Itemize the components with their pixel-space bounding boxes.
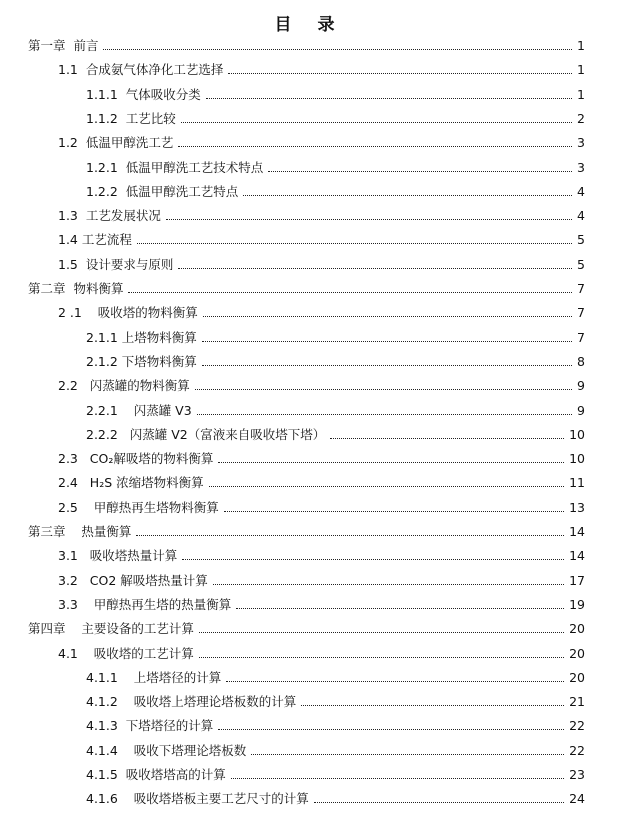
dot-leader [178,146,572,147]
toc-entry-label: 1.1.2 工艺比较 [86,110,176,126]
toc-entry-page: 14 [569,524,585,539]
toc-entry-page: 23 [569,767,585,782]
dot-leader [224,511,564,512]
dot-leader [213,584,564,585]
toc-entry[interactable] [86,326,585,346]
dot-leader [202,341,572,342]
toc-entry-label: 2.2 闪蒸罐的物料衡算 [58,378,190,394]
toc-entry[interactable] [86,156,585,176]
toc-entry-label: 2 .1 吸收塔的物料衡算 [58,305,198,321]
dot-leader [209,486,564,487]
toc-entry-label: 2.1.1 上塔物料衡算 [86,329,197,345]
toc-entry-page: 22 [569,718,585,734]
dot-leader [218,462,564,463]
toc-entry-label: 2.3 CO₂解吸塔的物料衡算 [58,451,214,467]
toc-entry-page: 7 [577,281,585,296]
toc-entry[interactable] [86,714,585,734]
toc-entry-label: 1.4 工艺流程 [58,232,132,248]
dot-leader [181,122,572,123]
toc-entry[interactable] [86,763,585,783]
toc-entry[interactable] [58,569,585,589]
toc-entry-label: 4.1.5 吸收塔塔高的计算 [86,767,226,782]
dot-leader [195,389,572,390]
toc-entry-label: 1.2.1 低温甲醇洗工艺技术特点 [86,159,264,175]
toc-entry-page: 4 [577,208,585,224]
toc-title: 目 录 [274,15,345,35]
toc-entry-page: 13 [569,499,585,515]
toc-entry-label: 3.1 吸收塔热量计算 [58,548,178,564]
dot-leader [218,729,564,730]
toc-entry[interactable] [86,399,585,419]
dot-leader [182,559,564,560]
toc-entry-label: 4.1.4 吸收下塔理论塔板数 [86,742,247,758]
toc-entry-label: 4.1.6 吸收塔塔板主要工艺尺寸的计算 [86,791,309,807]
toc-entry[interactable] [86,107,585,127]
toc-entry-page: 20 [569,621,585,637]
toc-entry-page: 24 [569,791,585,807]
toc-entry[interactable] [58,471,585,491]
toc-entry[interactable] [58,374,585,394]
toc-entry-page: 11 [569,475,585,491]
toc-entry-page: 19 [569,596,585,612]
toc-entry[interactable] [58,131,585,151]
toc-entry-label: 1.5 设计要求与原则 [58,256,174,272]
toc-entry-label: 2.2.2 闪蒸罐 V2（富液来自吸收塔下塔） [86,426,326,442]
toc-entry-label: 1.1.1 气体吸收分类 [86,86,201,102]
toc-entry-label: 3.2 CO2 解吸塔热量计算 [58,572,208,588]
toc-entry[interactable] [58,593,585,613]
toc-entry-page: 14 [569,548,585,564]
toc-entry-label: 第一章 前言 [28,38,99,53]
toc-entry-page: 1 [577,62,585,78]
toc-entry[interactable] [86,423,585,443]
toc-entry-label: 2.4 H₂S 浓缩塔物料衡算 [58,475,204,491]
toc-entry-label: 1.2.2 低温甲醇洗工艺特点 [86,183,239,199]
toc-entry[interactable] [86,350,585,370]
toc-entry-page: 7 [577,305,585,321]
toc-entry[interactable] [86,666,585,686]
toc-entry[interactable] [58,642,585,662]
toc-entry[interactable] [58,58,585,78]
dot-leader [301,705,564,706]
toc-entry[interactable] [86,739,585,759]
toc-entry[interactable] [28,520,585,540]
toc-entry[interactable] [28,277,585,297]
dot-leader [203,316,572,317]
toc-entry[interactable] [58,253,585,273]
toc-entry[interactable] [58,447,585,467]
dot-leader [228,73,572,74]
toc-entry-page: 20 [569,669,585,685]
toc-entry-label: 4.1.1 上塔塔径的计算 [86,669,222,685]
toc-entry[interactable] [58,204,585,224]
toc-entry[interactable] [28,617,585,637]
dot-leader [251,754,564,755]
toc-entry-page: 8 [577,353,585,369]
toc-entry-label: 4.1.3 下塔塔径的计算 [86,718,214,734]
dot-leader [236,608,564,609]
toc-entry[interactable] [86,690,585,710]
toc-entry-label: 第二章 物料衡算 [28,281,124,296]
toc-entry[interactable] [58,228,585,248]
toc-entry-label: 2.5 甲醇热再生塔物料衡算 [58,499,219,515]
dot-leader [202,365,572,366]
toc-entry[interactable] [58,301,585,321]
dot-leader [136,535,564,536]
toc-entry-page: 9 [577,402,585,418]
toc-entry-page: 3 [577,159,585,175]
toc-entry[interactable] [86,787,585,807]
toc-entry-page: 5 [577,256,585,272]
toc-entry[interactable] [86,83,585,103]
toc-entry-label: 4.1.2 吸收塔上塔理论塔板数的计算 [86,694,297,710]
toc-entry-page: 5 [577,232,585,248]
dot-leader [199,632,564,633]
toc-entry-page: 17 [569,572,585,588]
toc-entry-page: 1 [577,86,585,102]
toc-entry-page: 10 [569,426,585,442]
toc-entry-page: 21 [569,694,585,710]
dot-leader [137,243,572,244]
toc-entry-label: 第四章 主要设备的工艺计算 [28,621,194,637]
toc-entry-label: 3.3 甲醇热再生塔的热量衡算 [58,596,232,612]
toc-entry-page: 4 [577,183,585,199]
dot-leader [103,49,572,50]
dot-leader [330,438,564,439]
toc-entry-label: 4.1 吸收塔的工艺计算 [58,645,194,661]
toc-entry-label: 第三章 热量衡算 [28,524,132,539]
toc-entry-page: 9 [577,378,585,394]
dot-leader [166,219,572,220]
dot-leader [128,292,572,293]
dot-leader [197,414,572,415]
dot-leader [243,195,572,196]
toc-entry[interactable] [58,544,585,564]
toc-entry-page: 7 [577,329,585,345]
toc-entry-label: 1.3 工艺发展状况 [58,208,161,224]
dot-leader [199,657,564,658]
dot-leader [206,98,572,99]
dot-leader [178,268,572,269]
toc-entry-page: 22 [569,742,585,758]
toc-entry-label: 2.1.2 下塔物料衡算 [86,353,197,369]
toc-entry-page: 2 [577,110,585,126]
toc-entry-label: 2.2.1 闪蒸罐 V3 [86,402,192,418]
dot-leader [231,778,564,779]
toc-entry-page: 20 [569,645,585,661]
toc-entry-label: 1.1 合成氨气体净化工艺选择 [58,62,224,78]
toc-entry-page: 10 [569,451,585,467]
dot-leader [314,802,564,803]
toc-entry-page: 1 [577,38,585,53]
toc-entry-label: 1.2 低温甲醇洗工艺 [58,135,174,151]
dot-leader [268,171,572,172]
toc-entry-page: 3 [577,135,585,151]
toc-entry[interactable] [28,34,585,54]
dot-leader [226,681,564,682]
toc-entry[interactable] [58,496,585,516]
toc-entry[interactable] [86,180,585,200]
